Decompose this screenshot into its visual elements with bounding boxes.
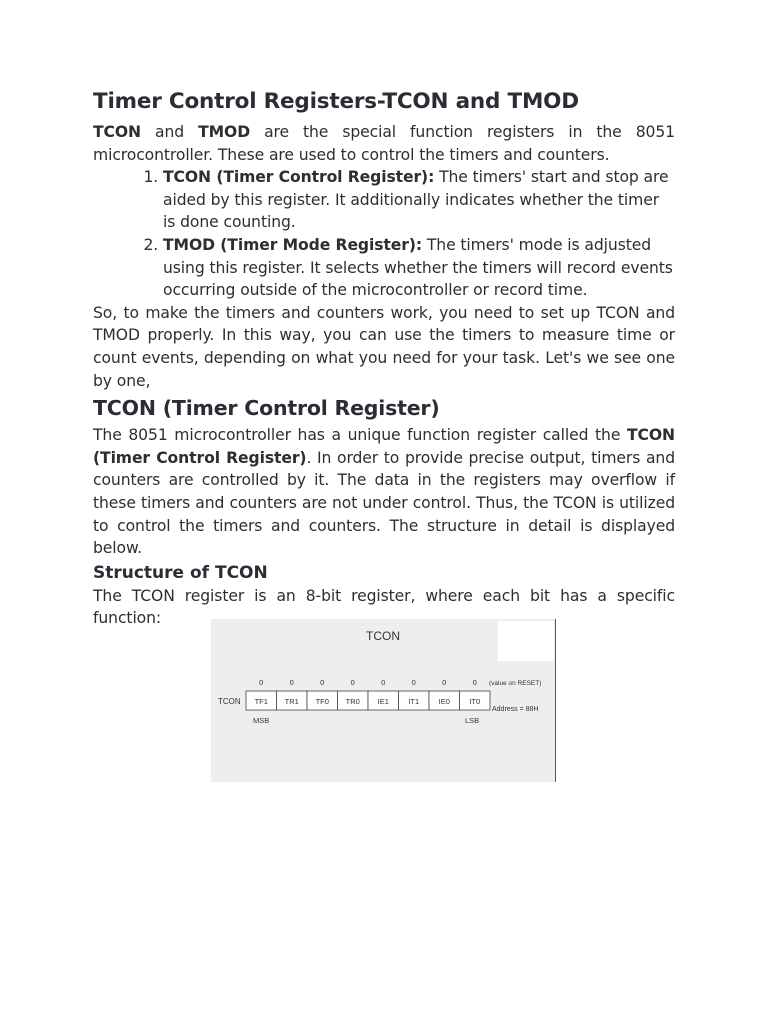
reset-value: 0 (472, 678, 477, 687)
tcon-diagram (211, 619, 556, 782)
bit-label: IE1 (377, 697, 389, 706)
list-item-heading: TMOD (Timer Mode Register): (163, 235, 422, 254)
section-title: TCON (Timer Control Register) (93, 396, 440, 421)
list-item-text: The timers' mode is adjusted using this register. It selects whether the timers will record events occurring outside of the microcontroller or record time. (163, 235, 673, 300)
tcon-desc-text-2: . In order to provide precise output, timers and counters are controlled by it. The data in the registers may overflow if these timers and counters are not under control. Thus, the TCON is utilized to control the timers and counters. The structure in detail is displayed below. (93, 448, 675, 558)
reset-value: 0 (350, 678, 355, 687)
figure-corner-blank (498, 621, 554, 661)
intro-bold-tmod: TMOD (198, 123, 251, 141)
subsection-title: Structure of TCON (93, 562, 268, 583)
intro-text-2: are the special function registers in the 8051 microcontroller. These are used to control the timers and counters. (93, 123, 675, 164)
bit-label: TR1 (284, 697, 299, 706)
tcon-description (93, 424, 675, 560)
tcon-desc-bold: TCON (Timer Control Register) (93, 426, 675, 467)
list-item (163, 166, 675, 234)
list-item (163, 234, 675, 302)
figure-title: TCON (366, 629, 400, 643)
reset-value: 0 (289, 678, 294, 687)
reset-value: 0 (320, 678, 325, 687)
intro-bold-tcon: TCON (93, 123, 141, 141)
bit-label: TF1 (254, 697, 268, 706)
tcon-desc-text-1: The 8051 microcontroller has a unique function register called the (93, 426, 627, 445)
reset-note: (value on RESET) (489, 680, 542, 687)
structure-paragraph: The TCON register is an 8-bit register, where each bit has a specific function: (93, 586, 675, 628)
lsb-label: LSB (465, 716, 480, 725)
row-label: TCON (218, 697, 241, 706)
list-item-heading: TCON (Timer Control Register): (163, 168, 435, 187)
bit-label: TR0 (345, 697, 360, 706)
bit-label: TF0 (315, 697, 329, 706)
reset-value: 0 (259, 678, 264, 687)
bit-label: IE0 (438, 697, 450, 706)
intro-paragraph (93, 121, 675, 166)
register-list (93, 166, 675, 302)
tcon-figure (211, 619, 556, 782)
list-item-text: The timers' start and stop are aided by this register. It additionally indicates whether the timer is done counting. (163, 168, 669, 232)
intro-text-1: and (141, 123, 199, 141)
document-body (93, 88, 675, 630)
summary-paragraph: So, to make the timers and counters work, you need to set up TCON and TMOD properly. In this way, you can use the timers to measure time or count events, depending on what you need for your task. Let's we see one by one, (93, 303, 675, 390)
bit-cells (246, 691, 490, 710)
bit-label: IT1 (408, 697, 420, 706)
msb-label: MSB (253, 716, 270, 725)
page-title: Timer Control Registers-TCON and TMOD (93, 89, 579, 114)
address-label: Address = 88H (492, 706, 539, 713)
reset-value: 0 (381, 678, 386, 687)
reset-value: 0 (442, 678, 447, 687)
bit-label: IT0 (469, 697, 481, 706)
reset-value: 0 (411, 678, 416, 687)
